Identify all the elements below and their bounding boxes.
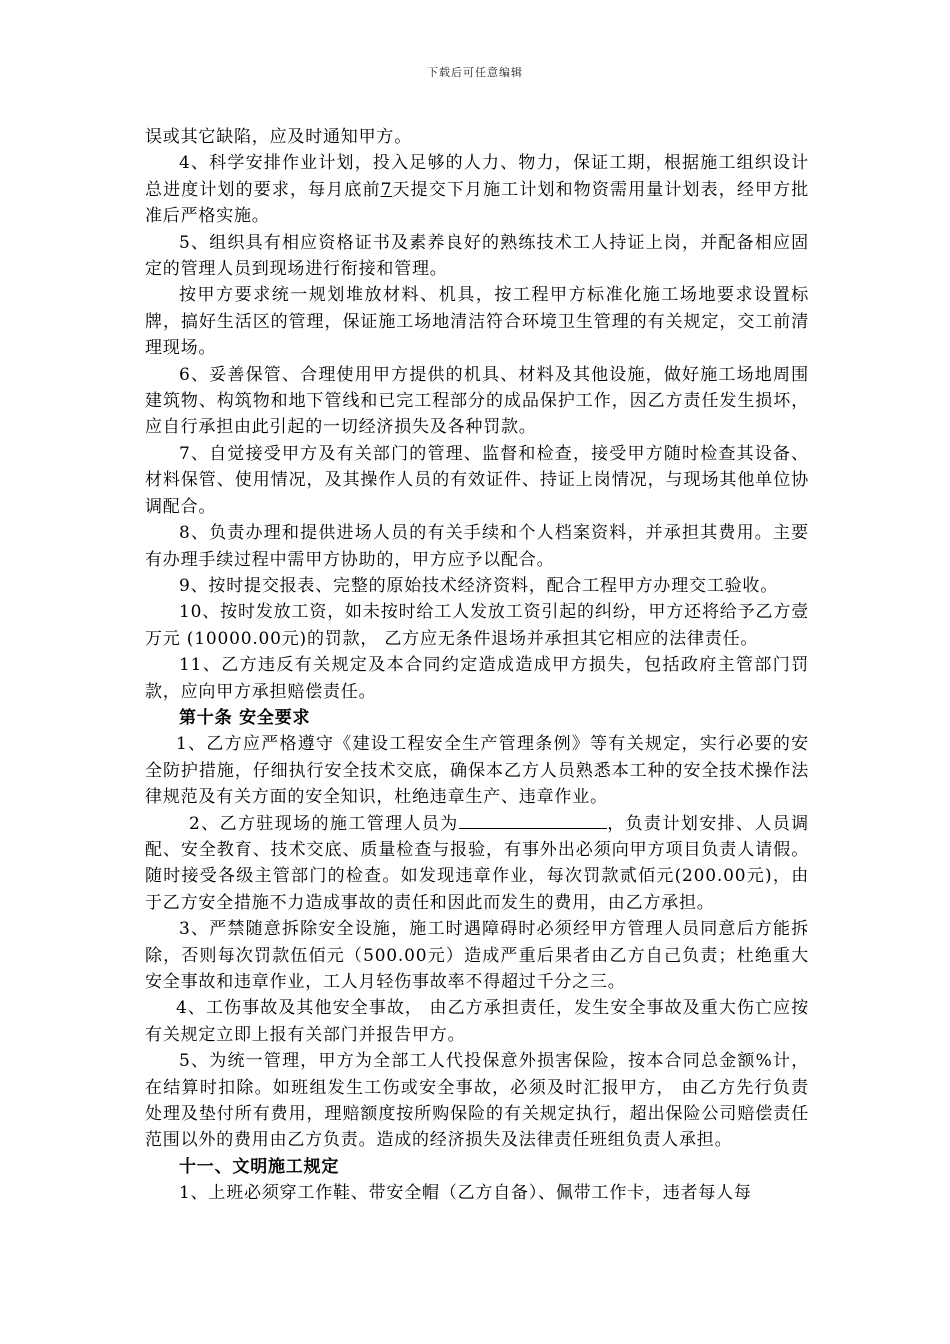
document-body xyxy=(145,124,809,1207)
paragraph-safety-2-text-b: ，负责计划安排、人员调配、安全教育、技术交底、质量检查与报验，有事外出必须向甲方项目负责人请假。随时接受各级主管部门的检查。如发现违章作业，每次罚款贰佰元(200.00元)，由于乙方安全措施不力造成事故的责任和因此而发生的费用，由乙方承担。 xyxy=(145,813,809,913)
section-heading-10: 第十条 安全要求 xyxy=(179,707,311,728)
paragraph-item-5: 5、组织具有相应资格证书及素养良好的熟练技术工人持证上岗，并配备相应固定的管理人员到现场进行衔接和管理。 xyxy=(145,232,809,280)
paragraph-safety-2 xyxy=(145,811,809,917)
paragraph-safety-4: 4、工伤事故及其他安全事故， 由乙方承担责任，发生安全事故及重大伤亡应按有关规定立即上报有关部门并报告甲方。 xyxy=(145,998,809,1045)
section-heading-11: 十一、文明施工规定 xyxy=(179,1156,340,1177)
paragraph-continuation: 误或其它缺陷，应及时通知甲方。 xyxy=(145,127,412,147)
paragraph-item-4 xyxy=(145,150,809,229)
blank-underline-field xyxy=(459,812,607,829)
paragraph-safety-5: 5、为统一管理，甲方为全部工人代投保意外损害保险，按本合同总金额%计，在结算时扣除。如班组发生工伤或安全事故，必须及时汇报甲方， 由乙方先行负责处理及垫付所有费用，理赔额度按所购保险的有关规定执行，超出保险公司赔偿责任范围以外的费用由乙方负责。造成的经济损失及法律责任班组负责人承担。 xyxy=(145,1051,809,1151)
days-underlined-value: 7 xyxy=(380,179,393,200)
paragraph-safety-2-text-a: 2、乙方驻现场的施工管理人员为 xyxy=(189,813,459,834)
paragraph-safety-3: 3、严禁随意拆除安全设施，施工时遇障碍时必须经甲方管理人员同意后方能拆除，否则每次罚款伍佰元（500.00元）造成严重后果者由乙方自己负责；杜绝重大安全事故和违章作业，工人月轻伤事故率不得超过千分之三。 xyxy=(145,919,809,992)
paragraph-item-10: 10、按时发放工资，如未按时给工人发放工资引起的纠纷，甲方还将给予乙方壹万元 (10000.00元)的罚款， 乙方应无条件退场并承担其它相应的法律责任。 xyxy=(145,602,809,649)
paragraph-item-4-text-a: 4、科学安排作业计划，投入足够的人力、物力，保证工期，根据施工组织设计总进度计划的要求，每月底前 xyxy=(145,153,809,200)
paragraph-item-9: 9、按时提交报表、完整的原始技术经济资料，配合工程甲方办理交工验收。 xyxy=(179,575,779,596)
paragraph-item-4-text-b: 天提交下月施工计划和物资需用量计划表，经甲方批准后严格实施。 xyxy=(145,179,809,227)
paragraph-site-layout: 按甲方要求统一规划堆放材料、机具，按工程甲方标准化施工场地要求设置标牌，搞好生活区的管理，保证施工场地清洁符合环境卫生管理的有关规定，交工前清理现场。 xyxy=(145,285,809,359)
paragraph-item-8: 8、负责办理和提供进场人员的有关手续和个人档案资料，并承担其费用。主要有办理手续过程中需甲方协助的，甲方应予以配合。 xyxy=(145,523,809,570)
page-header-note: 下载后可任意编辑 xyxy=(427,66,523,79)
paragraph-item-11: 11、乙方违反有关规定及本合同约定造成造成甲方损失，包括政府主管部门罚款，应向甲方承担赔偿责任。 xyxy=(145,655,809,702)
paragraph-civil-1: 1、上班必须穿工作鞋、带安全帽（乙方自备）、佩带工作卡，违者每人每 xyxy=(179,1183,752,1204)
paragraph-safety-1: 1、乙方应严格遵守《建设工程安全生产管理条例》等有关规定，实行必要的安全防护措施，仔细执行安全技术交底，确保本乙方人员熟悉本工种的安全技术操作法律规范及有关方面的安全知识，杜绝违章生产、违章作业。 xyxy=(145,734,809,808)
paragraph-item-6: 6、妥善保管、合理使用甲方提供的机具、材料及其他设施，做好施工场地周围建筑物、构筑物和地下管线和已完工程部分的成品保护工作，因乙方责任发生损坏，应自行承担由此引起的一切经济损失及各种罚款。 xyxy=(145,364,809,438)
paragraph-item-7: 7、自觉接受甲方及有关部门的管理、监督和检查，接受甲方随时检查其设备、材料保管、使用情况，及其操作人员的有效证件、持证上岗情况，与现场其他单位协调配合。 xyxy=(145,443,809,517)
